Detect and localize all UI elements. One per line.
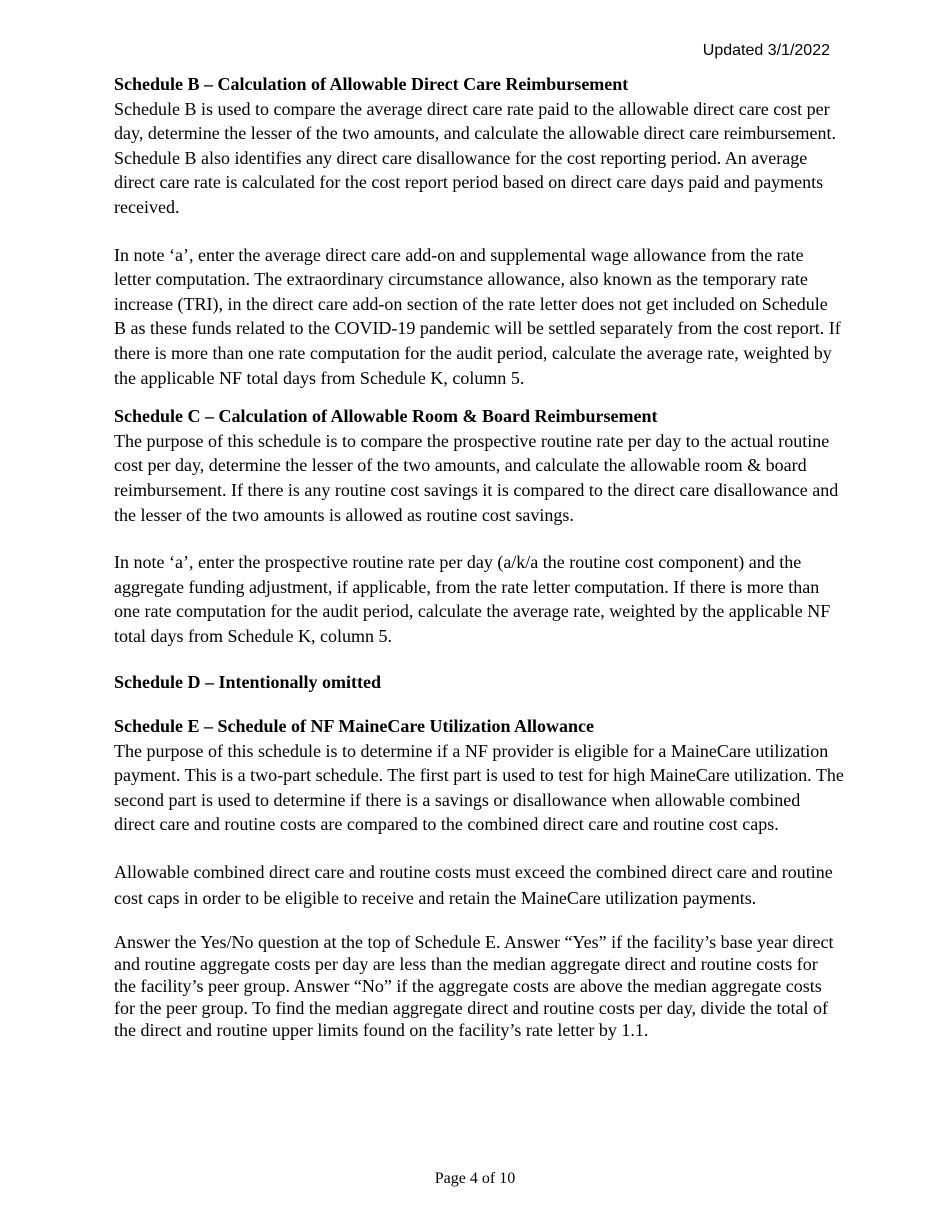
schedule-c-section — [114, 404, 844, 648]
schedule-c-paragraph-1: The purpose of this schedule is to compare the prospective routine rate per day to the actual routine cost per day, determine the lesser of the two amounts, and calculate the allowable room & board reimbursement. If there is any routine cost savings it is compared to the direct care disallowance and the lesser of the two amounts is allowed as routine cost savings. — [114, 430, 839, 525]
schedule-e-section — [114, 714, 844, 1041]
schedule-b-paragraph-2: In note ‘a’, enter the average direct care add-on and supplemental wage allowance from the rate letter computation. The extraordinary circumstance allowance, also known as the temporary rate increase (TRI), in the direct care add-on section of the rate letter does not get included on Schedule B as these funds related to the COVID-19 pandemic will be settled separately from the cost report. If there is more than one rate computation for the audit period, calculate the average rate, weighted by the applicable NF total days from Schedule K, column 5. — [114, 244, 841, 388]
schedule-b-heading: Schedule B – Calculation of Allowable Direct Care Reimbursement — [114, 74, 629, 94]
schedule-b-paragraph-1: Schedule B is used to compare the average direct care rate paid to the allowable direct care cost per day, determine the lesser of the two amounts, and calculate the allowable direct care reimbursement. Schedule B also identifies any direct care disallowance for the cost reporting period. An average direct care rate is calculated for the cost report period based on direct care days paid and payments received. — [114, 98, 837, 217]
page-number: Page 4 of 10 — [434, 1170, 516, 1187]
schedule-e-heading: Schedule E – Schedule of NF MaineCare Utilization Allowance — [114, 716, 594, 737]
schedule-c-heading: Schedule C – Calculation of Allowable Room & Board Reimbursement — [114, 406, 658, 427]
schedule-d-section — [114, 670, 844, 695]
schedule-b-section — [114, 72, 844, 390]
schedule-e-paragraph-3: Answer the Yes/No question at the top of Schedule E. Answer “Yes” if the facility’s base year direct and routine aggregate costs per day are less than the median aggregate direct and routine costs for the facility’s peer group. Answer “No” if the aggregate costs are above the median aggregate costs for the peer group. To find the median aggregate direct and routine costs per day, divide the total of the direct and routine upper limits found on the facility’s rate letter by 1.1. — [114, 932, 834, 1041]
updated-date: Updated 3/1/2022 — [702, 42, 830, 59]
schedule-e-paragraph-1: The purpose of this schedule is to determine if a NF provider is eligible for a MaineCare utilization payment. This is a two-part schedule. The first part is used to test for high MaineCare utilization. The second part is used to determine if there is a savings or disallowance when allowable combined direct care and routine costs are compared to the combined direct care and routine cost caps. — [114, 740, 844, 835]
schedule-d-heading: Schedule D – Intentionally omitted — [114, 672, 382, 693]
document-body — [114, 72, 844, 1064]
schedule-c-paragraph-2: In note ‘a’, enter the prospective routine rate per day (a/k/a the routine cost component) and the aggregate funding adjustment, if applicable, from the rate letter computation. If there is more than one rate computation for the audit period, calculate the average rate, weighted by the applicable NF total days from Schedule K, column 5. — [114, 552, 831, 646]
schedule-e-paragraph-2: Allowable combined direct care and routine costs must exceed the combined direct care and routine cost caps in order to be eligible to receive and retain the MaineCare utilization payments. — [114, 862, 833, 908]
